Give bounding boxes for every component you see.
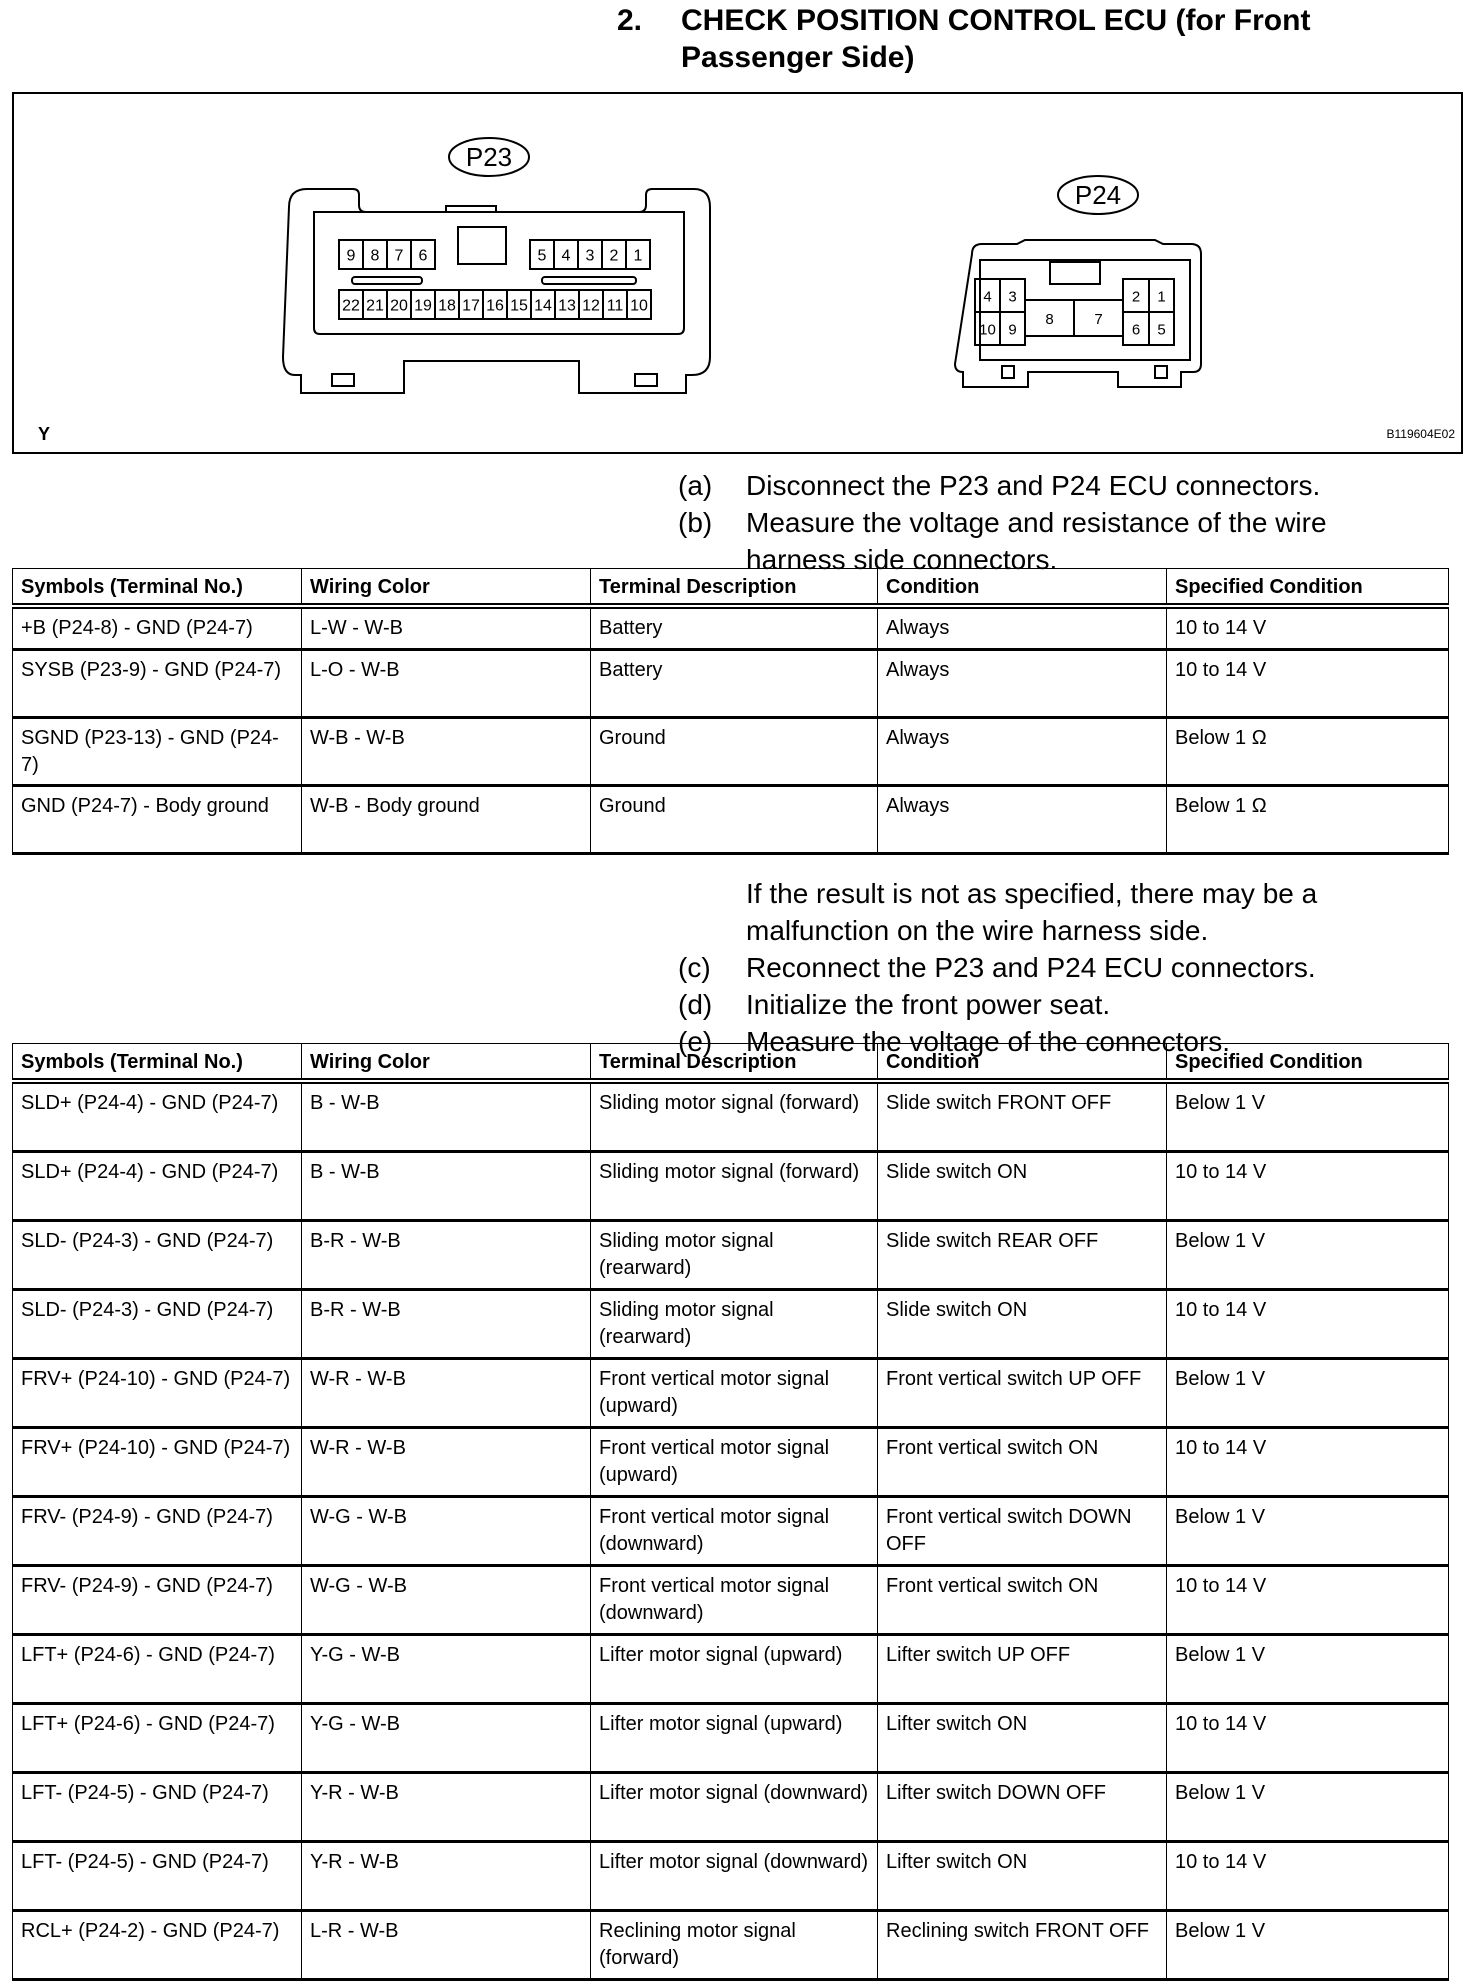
p23-latch-icon (458, 227, 506, 264)
terminal-number: 19 (414, 297, 432, 315)
table-cell: Lifter switch DOWN OFF (878, 1773, 1167, 1842)
table-cell: W-R - W-B (302, 1359, 591, 1428)
table-cell: 10 to 14 V (1167, 1842, 1449, 1911)
table-cell: Below 1 V (1167, 1359, 1449, 1428)
connector-diagram (12, 92, 1463, 454)
figure-id: B119604E02 (1386, 427, 1455, 441)
table-cell: FRV+ (P24-10) - GND (P24-7) (13, 1428, 302, 1497)
terminal-number: 5 (1157, 321, 1166, 339)
terminal-number: 8 (370, 247, 380, 265)
step-text: Disconnect the P23 and P24 ECU connectors. (746, 470, 1321, 501)
table-cell: Front vertical motor signal (downward) (591, 1566, 878, 1635)
table-cell: 10 to 14 V (1167, 1152, 1449, 1221)
table-cell: +B (P24-8) - GND (P24-7) (13, 606, 302, 650)
table-cell: Below 1 V (1167, 1635, 1449, 1704)
table-row (13, 1635, 1449, 1704)
table-cell: Lifter motor signal (downward) (591, 1773, 878, 1842)
table-cell: Always (878, 786, 1167, 854)
column-header: Terminal Description (591, 1044, 878, 1082)
table-cell: Below 1 Ω (1167, 718, 1449, 786)
table-row (13, 606, 1449, 650)
terminal-number: 18 (438, 297, 456, 315)
table-cell: Below 1 V (1167, 1497, 1449, 1566)
column-header: Wiring Color (302, 1044, 591, 1082)
terminal-number: 4 (983, 288, 992, 306)
table-cell: Front vertical motor signal (upward) (591, 1359, 878, 1428)
table-cell: Reclining switch FRONT OFF (878, 1911, 1167, 1980)
terminal-number: 2 (609, 247, 619, 265)
table-cell: Y-R - W-B (302, 1842, 591, 1911)
table-cell: SLD+ (P24-4) - GND (P24-7) (13, 1081, 302, 1152)
table-cell: Y-G - W-B (302, 1635, 591, 1704)
table-cell: FRV- (P24-9) - GND (P24-7) (13, 1497, 302, 1566)
table-cell: B-R - W-B (302, 1290, 591, 1359)
table-cell: 10 to 14 V (1167, 606, 1449, 650)
terminal-number: 7 (1094, 311, 1103, 328)
table-cell: LFT- (P24-5) - GND (P24-7) (13, 1842, 302, 1911)
table-cell: Ground (591, 718, 878, 786)
terminal-number: 6 (1131, 321, 1141, 339)
table-cell: FRV- (P24-9) - GND (P24-7) (13, 1566, 302, 1635)
terminal-number: 7 (394, 247, 404, 265)
p24-lock-tab (1155, 366, 1167, 378)
column-header: Wiring Color (302, 569, 591, 607)
table-cell: Slide switch ON (878, 1290, 1167, 1359)
table-cell: Sliding motor signal (rearward) (591, 1221, 878, 1290)
table-cell: Below 1 V (1167, 1081, 1449, 1152)
terminal-number: 15 (510, 297, 528, 315)
terminal-number: 1 (1157, 288, 1166, 306)
table-cell: LFT+ (P24-6) - GND (P24-7) (13, 1635, 302, 1704)
table-row (13, 1704, 1449, 1773)
terminal-number: 16 (486, 297, 504, 315)
table-cell: W-B - Body ground (302, 786, 591, 854)
table-row (13, 1497, 1449, 1566)
table-wire-harness-check (12, 568, 1449, 855)
table-cell: Below 1 V (1167, 1773, 1449, 1842)
table-cell: Ground (591, 786, 878, 854)
table-cell: Lifter motor signal (upward) (591, 1635, 878, 1704)
terminal-number: 13 (558, 297, 576, 315)
table-cell: Lifter switch ON (878, 1842, 1167, 1911)
step-letter: (b) (678, 507, 713, 538)
table-cell: Battery (591, 650, 878, 718)
table-cell: W-G - W-B (302, 1497, 591, 1566)
table-cell: 10 to 14 V (1167, 1290, 1449, 1359)
column-header: Symbols (Terminal No.) (13, 1044, 302, 1082)
terminal-number: 8 (1045, 311, 1054, 328)
table-cell: B - W-B (302, 1081, 591, 1152)
table-cell: SLD- (P24-3) - GND (P24-7) (13, 1290, 302, 1359)
table-cell: Y-R - W-B (302, 1773, 591, 1842)
terminal-number: 6 (418, 247, 428, 265)
table-cell: 10 to 14 V (1167, 1704, 1449, 1773)
section-title-line1: CHECK POSITION CONTROL ECU (for Front (681, 4, 1311, 37)
p23-lock-tab (332, 374, 354, 386)
p23-key-slot (542, 277, 636, 284)
table-cell: SYSB (P23-9) - GND (P24-7) (13, 650, 302, 718)
column-header: Specified Condition (1167, 1044, 1449, 1082)
table-cell: LFT+ (P24-6) - GND (P24-7) (13, 1704, 302, 1773)
table-cell: Always (878, 606, 1167, 650)
table-cell: Front vertical switch DOWN OFF (878, 1497, 1167, 1566)
table-cell: GND (P24-7) - Body ground (13, 786, 302, 854)
table-row (13, 1566, 1449, 1635)
table-cell: Below 1 V (1167, 1911, 1449, 1980)
table-cell: Front vertical motor signal (upward) (591, 1428, 878, 1497)
table-cell: Lifter switch ON (878, 1704, 1167, 1773)
table-cell: SGND (P23-13) - GND (P24-7) (13, 718, 302, 786)
table-cell: Always (878, 718, 1167, 786)
table-cell: Battery (591, 606, 878, 650)
table-row (13, 1221, 1449, 1290)
step-text: Measure the voltage of the connectors. (746, 1026, 1231, 1057)
table-cell: SLD- (P24-3) - GND (P24-7) (13, 1221, 302, 1290)
table-cell: B-R - W-B (302, 1221, 591, 1290)
table-cell: Y-G - W-B (302, 1704, 591, 1773)
terminal-number: 9 (346, 247, 356, 265)
table-cell: Below 1 V (1167, 1221, 1449, 1290)
connector-drawing (14, 94, 1461, 452)
p23-lock-tab (635, 374, 657, 386)
table-cell: 10 to 14 V (1167, 1566, 1449, 1635)
diagram-corner-label: Y (38, 424, 51, 444)
table-header-row (13, 1044, 1449, 1082)
terminal-number: 11 (606, 297, 624, 315)
terminal-number: 5 (537, 247, 547, 265)
table-cell: W-R - W-B (302, 1428, 591, 1497)
terminal-number: 14 (534, 297, 552, 315)
table-row (13, 1911, 1449, 1980)
table-cell: Sliding motor signal (rearward) (591, 1290, 878, 1359)
table-cell: Front vertical switch ON (878, 1428, 1167, 1497)
step-letter: (a) (678, 470, 713, 501)
terminal-number: 2 (1131, 288, 1141, 306)
step-text: Reconnect the P23 and P24 ECU connectors. (746, 952, 1316, 983)
terminal-number: 1 (633, 247, 643, 265)
table-row (13, 1081, 1449, 1152)
table-cell: Slide switch FRONT OFF (878, 1081, 1167, 1152)
column-header: Symbols (Terminal No.) (13, 569, 302, 607)
table-row (13, 718, 1449, 786)
terminal-number: 12 (582, 297, 600, 315)
p23-key-slot (352, 277, 422, 284)
terminal-number: 21 (366, 297, 384, 315)
step-letter: (d) (678, 989, 713, 1020)
p23-inner-housing (314, 212, 684, 334)
step-letter: (c) (678, 952, 711, 983)
table-cell: Sliding motor signal (forward) (591, 1081, 878, 1152)
p24-lock-tab (1002, 366, 1014, 378)
table-row (13, 650, 1449, 718)
p24-label: P24 (1074, 180, 1122, 210)
table-cell: RCL+ (P24-2) - GND (P24-7) (13, 1911, 302, 1980)
table-row (13, 1290, 1449, 1359)
table-cell: Below 1 Ω (1167, 786, 1449, 854)
terminal-number: 3 (585, 247, 595, 265)
terminal-number: 20 (390, 297, 408, 315)
table-cell: Front vertical switch UP OFF (878, 1359, 1167, 1428)
terminal-number: 10 (630, 297, 648, 315)
terminal-number: 10 (979, 321, 996, 339)
p24-latch-icon (1050, 262, 1100, 284)
table-cell: Lifter switch UP OFF (878, 1635, 1167, 1704)
table-cell: B - W-B (302, 1152, 591, 1221)
step-letter: (e) (678, 1026, 713, 1057)
note-text: If the result is not as specified, there may be a malfunction on the wire harness side. (746, 878, 1318, 946)
table-cell: Lifter motor signal (upward) (591, 1704, 878, 1773)
terminal-number: 17 (462, 297, 480, 315)
step-number: 2. (617, 4, 643, 37)
table-cell: Sliding motor signal (forward) (591, 1152, 878, 1221)
column-header: Terminal Description (591, 569, 878, 607)
table-connector-voltage-check (12, 1043, 1449, 1981)
table-cell: 10 to 14 V (1167, 650, 1449, 718)
table-cell: Lifter motor signal (downward) (591, 1842, 878, 1911)
table-cell: W-B - W-B (302, 718, 591, 786)
column-header: Condition (878, 569, 1167, 607)
terminal-number: 9 (1008, 321, 1017, 339)
step-text: Initialize the front power seat. (746, 989, 1111, 1020)
terminal-number: 3 (1008, 288, 1017, 306)
terminal-number: 4 (561, 247, 571, 265)
table-cell: Front vertical motor signal (downward) (591, 1497, 878, 1566)
section-title-line2: Passenger Side) (681, 41, 915, 74)
table-cell: Slide switch REAR OFF (878, 1221, 1167, 1290)
table-cell: Always (878, 650, 1167, 718)
column-header: Specified Condition (1167, 569, 1449, 607)
terminal-number: 22 (342, 297, 360, 315)
column-header: Condition (878, 1044, 1167, 1082)
table-cell: LFT- (P24-5) - GND (P24-7) (13, 1773, 302, 1842)
table-cell: FRV+ (P24-10) - GND (P24-7) (13, 1359, 302, 1428)
table-cell: L-O - W-B (302, 650, 591, 718)
table-cell: Front vertical switch ON (878, 1566, 1167, 1635)
table-row (13, 1773, 1449, 1842)
table-cell: SLD+ (P24-4) - GND (P24-7) (13, 1152, 302, 1221)
step-text: Measure the voltage and resistance of the wire harness side connectors. (746, 507, 1327, 575)
table-row (13, 1359, 1449, 1428)
table-row (13, 1428, 1449, 1497)
table-cell: L-W - W-B (302, 606, 591, 650)
p23-label: P23 (465, 142, 513, 172)
table-row (13, 1152, 1449, 1221)
table-row (13, 786, 1449, 854)
table-cell: 10 to 14 V (1167, 1428, 1449, 1497)
table-cell: Reclining motor signal (forward) (591, 1911, 878, 1980)
table-cell: L-R - W-B (302, 1911, 591, 1980)
table-cell: Slide switch ON (878, 1152, 1167, 1221)
table-row (13, 1842, 1449, 1911)
table-cell: W-G - W-B (302, 1566, 591, 1635)
table-header-row (13, 569, 1449, 607)
